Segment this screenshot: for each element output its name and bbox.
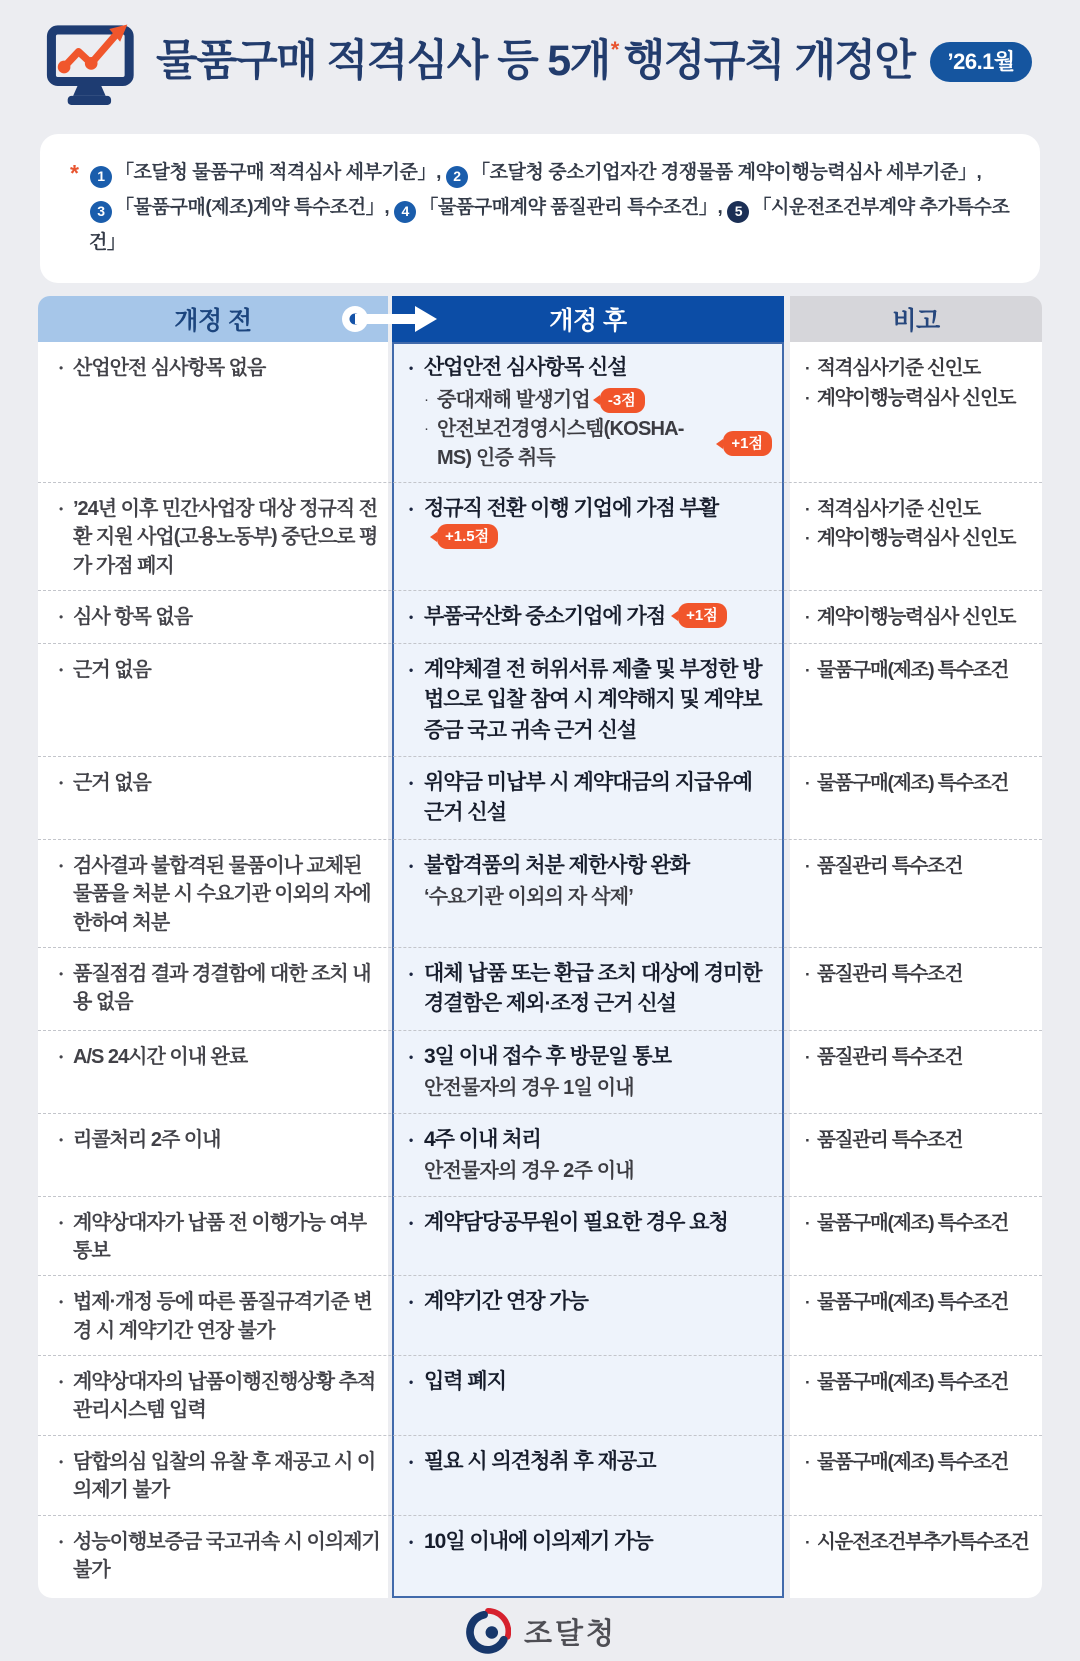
cell-before: • 품질점검 결과 경결함에 대한 조치 내용 없음 <box>38 948 388 1030</box>
bullet-icon: · <box>805 529 811 549</box>
bullet-icon: · <box>805 388 811 408</box>
after-sub-line: · 중대재해 발생기업 -3점 <box>424 386 772 414</box>
bullet-icon: • <box>409 1454 414 1469</box>
footer <box>0 1608 1080 1656</box>
bullet-icon: · <box>805 965 811 984</box>
cell-after: • 정규직 전환 이행 기업에 가점 부활+1.5점 <box>392 483 784 590</box>
remark-line: · 물품구매(제조) 특수조건 <box>805 1368 1040 1397</box>
remark-line: · 계약이행능력심사 신인도 <box>805 384 1040 413</box>
cell-remark <box>790 757 1042 839</box>
bullet-icon: • <box>409 1215 414 1230</box>
bullet-icon: • <box>59 1454 64 1469</box>
cell-remark <box>790 840 1042 947</box>
page-header <box>0 0 1080 114</box>
footnote-asterisk: * <box>70 160 79 186</box>
table-header <box>38 296 1042 342</box>
score-badge: +1점 <box>723 431 772 456</box>
remark-line: · 물품구매(제조) 특수조건 <box>805 1209 1040 1238</box>
cell-remark <box>790 1197 1042 1276</box>
bullet-icon: • <box>59 775 64 790</box>
bullet-icon: • <box>409 1534 414 1549</box>
cell-before: • 산업안전 심사항목 없음 <box>38 342 388 482</box>
after-sub-line: ‘수요기관 이외의 자 삭제’ <box>424 886 633 909</box>
bullet-icon: • <box>409 1132 414 1147</box>
after-sub-line: · 안전보건경영시스템(KOSHA-MS) 인증 취득 +1점 <box>424 415 772 472</box>
circled-number-icon: 4 <box>394 201 416 223</box>
bullet-icon: • <box>409 1375 414 1390</box>
table-row <box>38 643 1042 756</box>
after-sub-line: 안전물자의 경우 1일 이내 <box>424 1077 634 1100</box>
bullet-icon: • <box>59 1375 64 1390</box>
monitor-chart-icon <box>46 20 140 114</box>
cell-before: • ’24년 이후 민간사업장 대상 정규직 전환 지원 사업(고용노동부) 중단으로 평가 가점 폐지 <box>38 483 388 590</box>
remark-line: · 품질관리 특수조건 <box>805 1043 1040 1072</box>
cell-remark <box>790 483 1042 590</box>
bullet-icon: • <box>409 610 414 625</box>
cell-after: • 대체 납품 또는 환급 조치 대상에 경미한 경결함은 제외·조정 근거 신설 <box>392 948 784 1030</box>
table-row <box>38 342 1042 482</box>
remark-line: · 시운전조건부추가특수조건 <box>805 1528 1040 1557</box>
bullet-icon: · <box>805 500 811 520</box>
bullet-icon: · <box>805 1047 811 1067</box>
header-after: 개정 후 <box>392 296 784 342</box>
cell-after: • 계약체결 전 허위서류 제출 및 부정한 방법으로 입찰 참여 시 계약해지 및 계약보증금 국고 귀속 근거 신설 <box>392 644 784 756</box>
table-rows <box>38 342 1042 1597</box>
bullet-icon: • <box>409 1295 414 1310</box>
bullet-icon: • <box>409 967 414 981</box>
bullet-icon: • <box>59 1534 64 1549</box>
cell-remark <box>790 342 1042 482</box>
bullet-icon: • <box>59 1295 64 1310</box>
bullet-icon: • <box>59 858 64 873</box>
circled-number-icon: 3 <box>90 201 112 223</box>
footnote-line: 1 「조달청 물품구매 적격심사 세부기준」, 2 「조달청 중소기업자간 경쟁물품 계약이행능력심사 세부기준」, <box>89 155 1016 190</box>
table-row <box>38 839 1042 947</box>
circled-number-icon: 2 <box>446 166 468 188</box>
cell-before: • 리콜처리 2주 이내 <box>38 1114 388 1196</box>
bullet-icon: · <box>805 660 811 680</box>
footnote-line: 3 「물품구매(제조)계약 특수조건」, 4 「물품구매계약 품질관리 특수조건」, 5 「시운전조건부계약 추가특수조건」 <box>88 197 1010 254</box>
cell-before: • 계약상대자의 납품이행진행상황 추적관리시스템 입력 <box>38 1356 388 1435</box>
bullet-icon: · <box>805 1213 811 1233</box>
bullet-icon: • <box>409 662 414 677</box>
table-row <box>38 1435 1042 1515</box>
footnote-box <box>40 134 1040 283</box>
bullet-icon: • <box>59 502 64 517</box>
remark-line: · 물품구매(제조) 특수조건 <box>805 656 1040 685</box>
cell-after: • 부품국산화 중소기업에 가점 +1점 <box>392 591 784 642</box>
agency-name: 조달청 <box>523 1618 618 1651</box>
bullet-icon: · <box>805 1293 811 1313</box>
cell-remark <box>790 591 1042 642</box>
remark-line: · 물품구매(제조) 특수조건 <box>805 769 1040 798</box>
cell-before: • 근거 없음 <box>38 644 388 756</box>
circled-number-icon: 1 <box>90 166 112 188</box>
bullet-icon: · <box>805 856 811 876</box>
cell-after: • 산업안전 심사항목 신설 · 중대재해 발생기업 -3점 · 안전보건경영시스템(KOSHA-MS) 인증 취득 +1점 <box>392 342 784 482</box>
bullet-icon: • <box>409 775 414 790</box>
cell-after: • 계약기간 연장 가능 <box>392 1276 784 1355</box>
bullet-icon: • <box>59 1132 64 1147</box>
bullet-icon: · <box>805 1532 811 1552</box>
table-row <box>38 947 1042 1030</box>
transition-arrow-icon <box>340 303 440 335</box>
cell-after: • 입력 폐지 <box>392 1356 784 1435</box>
table-row <box>38 590 1042 642</box>
bullet-icon: • <box>59 361 64 376</box>
table-row <box>38 1515 1042 1598</box>
cell-before: • 검사결과 불합격된 물품이나 교체된 물품을 처분 시 수요기관 이외의 자에 한하여 처분 <box>38 840 388 947</box>
cell-before: • 계약상대자가 납품 전 이행가능 여부 통보 <box>38 1197 388 1276</box>
remark-line: · 물품구매(제조) 특수조건 <box>805 1448 1040 1477</box>
bullet-icon: • <box>409 502 414 517</box>
cell-after: • 3일 이내 접수 후 방문일 통보 안전물자의 경우 1일 이내 <box>392 1031 784 1113</box>
cell-remark <box>790 1114 1042 1196</box>
cell-after: • 10일 이내에 이의제기 가능 <box>392 1516 784 1598</box>
bullet-icon: · <box>805 1130 811 1150</box>
page-title: 물품구매 적격심사 등 5개* 행정규칙 개정안 ’26.1월 <box>156 38 1032 85</box>
cell-remark <box>790 1356 1042 1435</box>
footnote-text <box>89 155 1016 260</box>
date-badge: ’26.1월 <box>930 42 1031 82</box>
remark-line: · 적격심사기준 신인도 <box>805 495 1040 524</box>
bullet-icon: · <box>805 1373 811 1393</box>
table-row <box>38 1355 1042 1435</box>
remark-line: · 품질관리 특수조건 <box>805 852 1040 881</box>
cell-before: • 심사 항목 없음 <box>38 591 388 642</box>
circled-number-icon: 5 <box>727 201 749 223</box>
bullet-icon: • <box>59 662 64 677</box>
bullet-icon: · <box>424 390 429 408</box>
bullet-icon: · <box>805 608 811 628</box>
bullet-icon: · <box>805 773 811 793</box>
cell-after: • 필요 시 의견청취 후 재공고 <box>392 1436 784 1515</box>
cell-after: • 불합격품의 처분 제한사항 완화 ‘수요기관 이외의 자 삭제’ <box>392 840 784 947</box>
bullet-icon: · <box>805 359 811 379</box>
table-row <box>38 1030 1042 1113</box>
remark-line: · 적격심사기준 신인도 <box>805 354 1040 383</box>
cell-remark <box>790 1031 1042 1113</box>
bullet-icon: • <box>409 858 414 873</box>
header-remark: 비고 <box>790 296 1042 342</box>
cell-remark <box>790 1276 1042 1355</box>
cell-before: • 담합의심 입찰의 유찰 후 재공고 시 이의제기 불가 <box>38 1436 388 1515</box>
bullet-icon: • <box>59 967 64 981</box>
cell-before: • 근거 없음 <box>38 757 388 839</box>
remark-line: · 계약이행능력심사 신인도 <box>805 524 1040 553</box>
score-badge: +1.5점 <box>437 524 498 549</box>
bullet-icon: • <box>59 1215 64 1230</box>
after-sub-line: 안전물자의 경우 2주 이내 <box>424 1160 634 1183</box>
bullet-icon: • <box>59 1049 64 1064</box>
cell-before: • A/S 24시간 이내 완료 <box>38 1031 388 1113</box>
table-row <box>38 482 1042 590</box>
bullet-icon: • <box>409 1049 414 1064</box>
cell-after: • 계약담당공무원이 필요한 경우 요청 <box>392 1197 784 1276</box>
cell-after: • 위약금 미납부 시 계약대금의 지급유예 근거 신설 <box>392 757 784 839</box>
cell-after: • 4주 이내 처리 안전물자의 경우 2주 이내 <box>392 1114 784 1196</box>
bullet-icon: • <box>409 361 414 376</box>
remark-line: · 물품구매(제조) 특수조건 <box>805 1288 1040 1317</box>
cell-remark <box>790 644 1042 756</box>
revision-table <box>38 296 1042 1597</box>
remark-line: · 품질관리 특수조건 <box>805 960 1040 989</box>
cell-before: • 법제·개정 등에 따른 품질규격기준 변경 시 계약기간 연장 불가 <box>38 1276 388 1355</box>
bullet-icon: • <box>59 610 64 625</box>
remark-line: · 계약이행능력심사 신인도 <box>805 603 1040 632</box>
table-row <box>38 756 1042 839</box>
bullet-icon: · <box>805 1452 811 1472</box>
table-row <box>38 1275 1042 1355</box>
cell-remark <box>790 1436 1042 1515</box>
bullet-icon: · <box>424 420 429 438</box>
cell-before: • 성능이행보증금 국고귀속 시 이의제기 불가 <box>38 1516 388 1598</box>
table-row <box>38 1196 1042 1276</box>
government-emblem-icon <box>463 1608 511 1656</box>
score-badge: +1점 <box>678 603 727 628</box>
header-before: 개정 전 <box>38 296 388 342</box>
table-row <box>38 1113 1042 1196</box>
title-asterisk: * <box>610 37 618 62</box>
remark-line: · 품질관리 특수조건 <box>805 1126 1040 1155</box>
score-badge: -3점 <box>600 388 645 413</box>
cell-remark <box>790 948 1042 1030</box>
